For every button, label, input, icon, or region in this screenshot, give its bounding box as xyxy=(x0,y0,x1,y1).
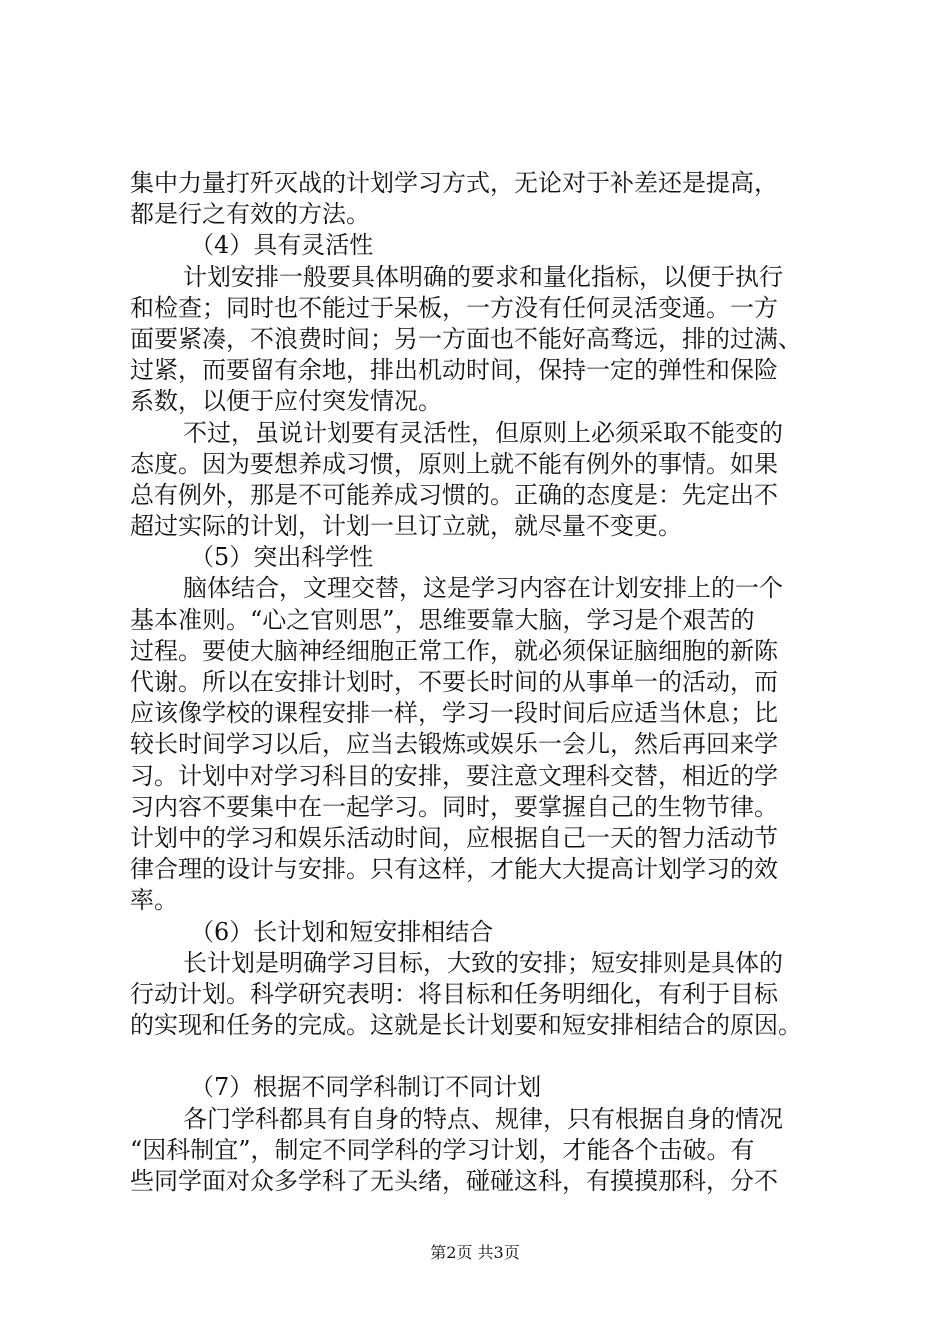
text-line: 计划安排一般要具体明确的要求和量化指标，以便于执行 xyxy=(183,262,783,291)
text-line: 系数，以便于应付突发情况。 xyxy=(130,387,442,416)
text-line: 的实现和任务的完成。这就是长计划要和短安排相结合的原因。 xyxy=(130,1011,802,1040)
section-heading: （7）根据不同学科制订不同计划 xyxy=(190,1073,542,1102)
page-footer xyxy=(0,1243,950,1263)
section-heading: （5）突出科学性 xyxy=(190,543,374,572)
text-line: “因科制宜”，制定不同学科的学习计划，才能各个击破。有 xyxy=(130,1135,755,1164)
text-line: 不过，虽说计划要有灵活性，但原则上必须采取不能变的 xyxy=(183,418,783,447)
text-line: 行动计划。科学研究表明：将目标和任务明细化，有利于目标 xyxy=(130,979,778,1008)
blank-line xyxy=(130,1041,830,1072)
text-line: 代谢。所以在安排计划时，不要长时间的从事单一的活动，而 xyxy=(130,668,778,696)
text-line: 面要紧凑，不浪费时间；另一方面也不能好高骛远，排的过满、 xyxy=(130,324,802,353)
document-body xyxy=(130,168,830,1197)
text-line: 率。 xyxy=(130,886,178,915)
text-line: 和检查；同时也不能过于呆板，一方没有任何灵活变通。一方 xyxy=(130,293,778,322)
text-line: 各门学科都具有自身的特点、规律，只有根据自身的情况 xyxy=(183,1104,783,1133)
text-line: 计划中的学习和娱乐活动时间，应根据自己一天的智力活动节 xyxy=(130,823,778,852)
page-number: 第2页 共3页 xyxy=(430,1243,520,1262)
section-heading: （4）具有灵活性 xyxy=(190,231,374,260)
text-line: 应该像学校的课程安排一样，学习一段时间后应适当休息；比 xyxy=(130,699,778,728)
text-line: 超过实际的计划，计划一旦订立就，就尽量不变更。 xyxy=(130,512,682,541)
text-line: 律合理的设计与安排。只有这样，才能大大提高计划学习的效 xyxy=(130,855,778,884)
text-line: 长计划是明确学习目标，大致的安排；短安排则是具体的 xyxy=(183,948,783,977)
text-line: 脑体结合，文理交替，这是学习内容在计划安排上的一个 xyxy=(183,574,783,603)
text-line: 总有例外，那是不可能养成习惯的。正确的态度是：先定出不 xyxy=(130,480,778,509)
text-line: 较长时间学习以后，应当去锻炼或娱乐一会儿，然后再回来学 xyxy=(130,730,778,759)
text-line: 习。计划中对学习科目的安排，要注意文理科交替，相近的学 xyxy=(130,761,778,790)
text-line: 些同学面对众多学科了无头绪，碰碰这科，有摸摸那科，分不 xyxy=(130,1167,778,1195)
text-line: 集中力量打歼灭战的计划学习方式，无论对于补差还是提高， xyxy=(130,169,778,197)
text-line: 过紧，而要留有余地，排出机动时间，保持一定的弹性和保险 xyxy=(130,356,778,385)
section-heading: （6）长计划和短安排相结合 xyxy=(190,917,494,946)
text-line: 习内容不要集中在一起学习。同时，要掌握自己的生物节律。 xyxy=(130,792,778,821)
text-line: 基本准则。“心之官则思”，思维要靠大脑，学习是个艰苦的 xyxy=(130,605,755,634)
text-line: 都是行之有效的方法。 xyxy=(130,200,370,229)
text-line: 态度。因为要想养成习惯，原则上就不能有例外的事情。如果 xyxy=(130,449,778,478)
text-line: 过程。要使大脑神经细胞正常工作，就必须保证脑细胞的新陈 xyxy=(130,636,778,665)
